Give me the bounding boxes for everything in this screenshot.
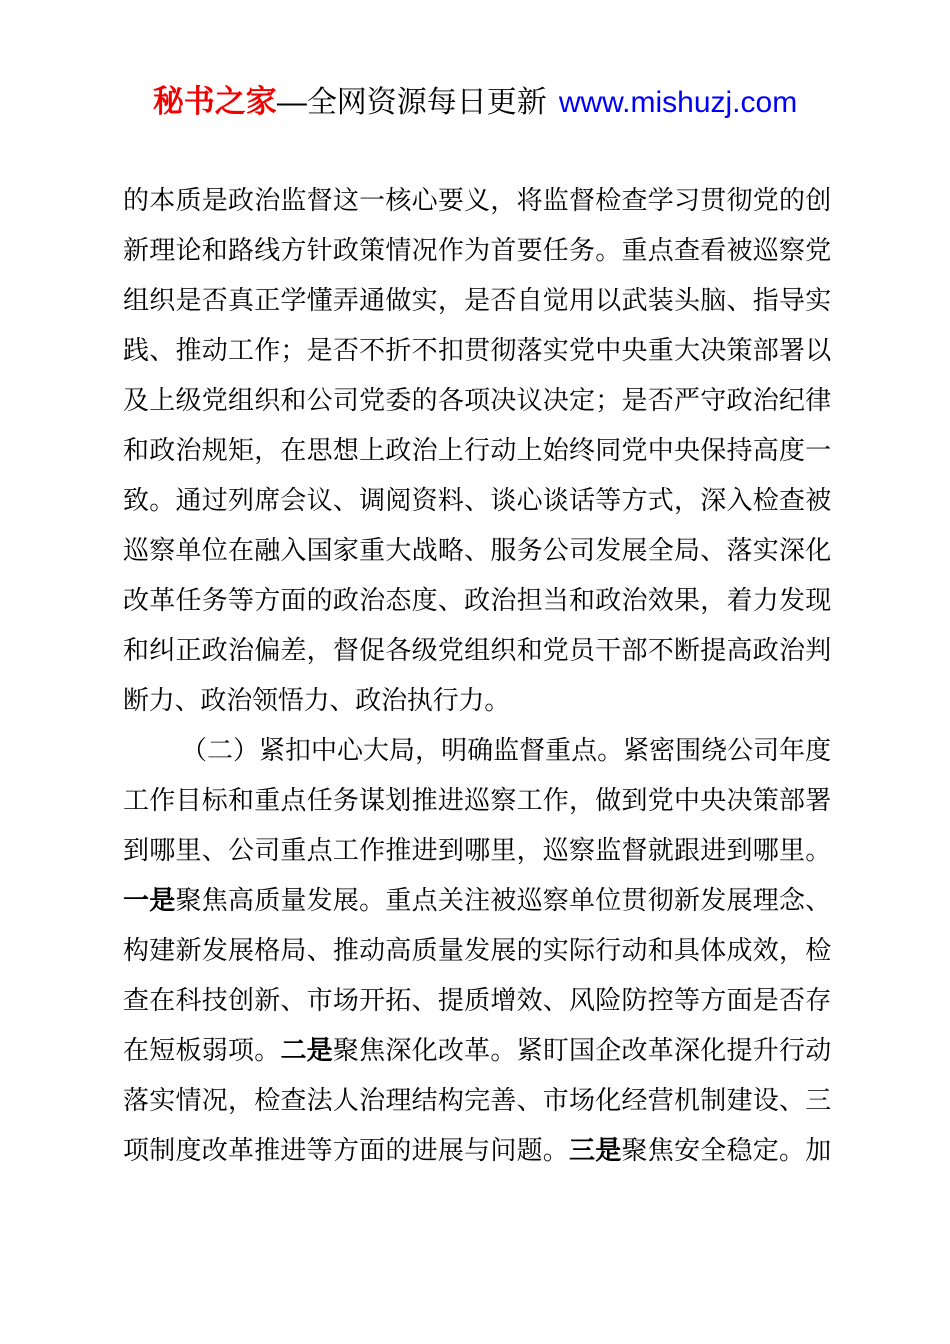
text-line (123, 925, 831, 975)
body-text: （二）紧扣中心大局，明确监督重点。紧密围绕公司年度 (181, 735, 831, 765)
body-text: 的本质是政治监督这一核心要义，将监督检查学习贯彻党的创 (123, 185, 831, 215)
site-url-link[interactable]: www.mishuzj.com (558, 86, 798, 119)
text-line (123, 425, 831, 475)
body-text: 聚焦高质量发展。重点关注被巡察单位贯彻新发展理念、 (175, 885, 831, 915)
emphasis-text: 一是 (123, 885, 176, 915)
site-brand-text: 秘书之家 (152, 84, 277, 119)
page-header (0, 80, 950, 125)
body-text: 在短板弱项。 (123, 1035, 281, 1065)
body-text: 查在科技创新、市场开拓、提质增效、风险防控等方面是否存 (123, 985, 831, 1015)
text-line (123, 475, 831, 525)
body-text: 新理论和路线方针政策情况作为首要任务。重点查看被巡察党 (123, 235, 831, 265)
body-text: 到哪里、公司重点工作推进到哪里，巡察监督就跟进到哪里。 (123, 835, 831, 865)
body-text: 改革任务等方面的政治态度、政治担当和政治效果，着力发现 (123, 585, 831, 615)
text-line (123, 825, 831, 875)
text-line (123, 225, 831, 275)
text-line (123, 375, 831, 425)
body-text: 和纠正政治偏差，督促各级党组织和党员干部不断提高政治判 (123, 635, 831, 665)
text-line (123, 875, 831, 925)
body-text: 落实情况，检查法人治理结构完善、市场化经营机制建设、三 (123, 1085, 831, 1115)
text-line (123, 325, 831, 375)
text-line (123, 1075, 831, 1125)
body-text: 致。通过列席会议、调阅资料、谈心谈话等方式，深入检查被 (123, 485, 831, 515)
body-text: 断力、政治领悟力、政治执行力。 (123, 685, 511, 715)
text-line (123, 1125, 831, 1175)
text-line (123, 625, 831, 675)
site-tagline-text: —全网资源每日更新 (276, 86, 547, 119)
text-line (123, 1025, 831, 1075)
text-line (123, 275, 831, 325)
text-line (123, 175, 831, 225)
body-text: 和政治规矩，在思想上政治上行动上始终同党中央保持高度一 (123, 435, 831, 465)
body-text: 构建新发展格局、推动高质量发展的实际行动和具体成效，检 (123, 935, 831, 965)
text-line (123, 575, 831, 625)
text-line (123, 525, 831, 575)
text-line (123, 675, 831, 725)
body-text: 践、推动工作；是否不折不扣贯彻落实党中央重大决策部署以 (123, 335, 831, 365)
body-text: 聚焦深化改革。紧盯国企改革深化提升行动 (332, 1035, 831, 1065)
body-text: 项制度改革推进等方面的进展与问题。 (123, 1135, 570, 1165)
body-text: 聚焦安全稳定。加 (621, 1135, 831, 1165)
body-text: 巡察单位在融入国家重大战略、服务公司发展全局、落实深化 (123, 535, 831, 565)
emphasis-text: 二是 (280, 1035, 333, 1065)
body-text: 及上级党组织和公司党委的各项决议决定；是否严守政治纪律 (123, 385, 831, 415)
text-line (123, 975, 831, 1025)
emphasis-text: 三是 (569, 1135, 622, 1165)
body-text: 工作目标和重点任务谋划推进巡察工作，做到党中央决策部署 (123, 785, 831, 815)
document-text-body (123, 175, 831, 1175)
text-line (123, 775, 831, 825)
body-text: 组织是否真正学懂弄通做实，是否自觉用以武装头脑、指导实 (123, 285, 831, 315)
text-line (123, 725, 831, 775)
